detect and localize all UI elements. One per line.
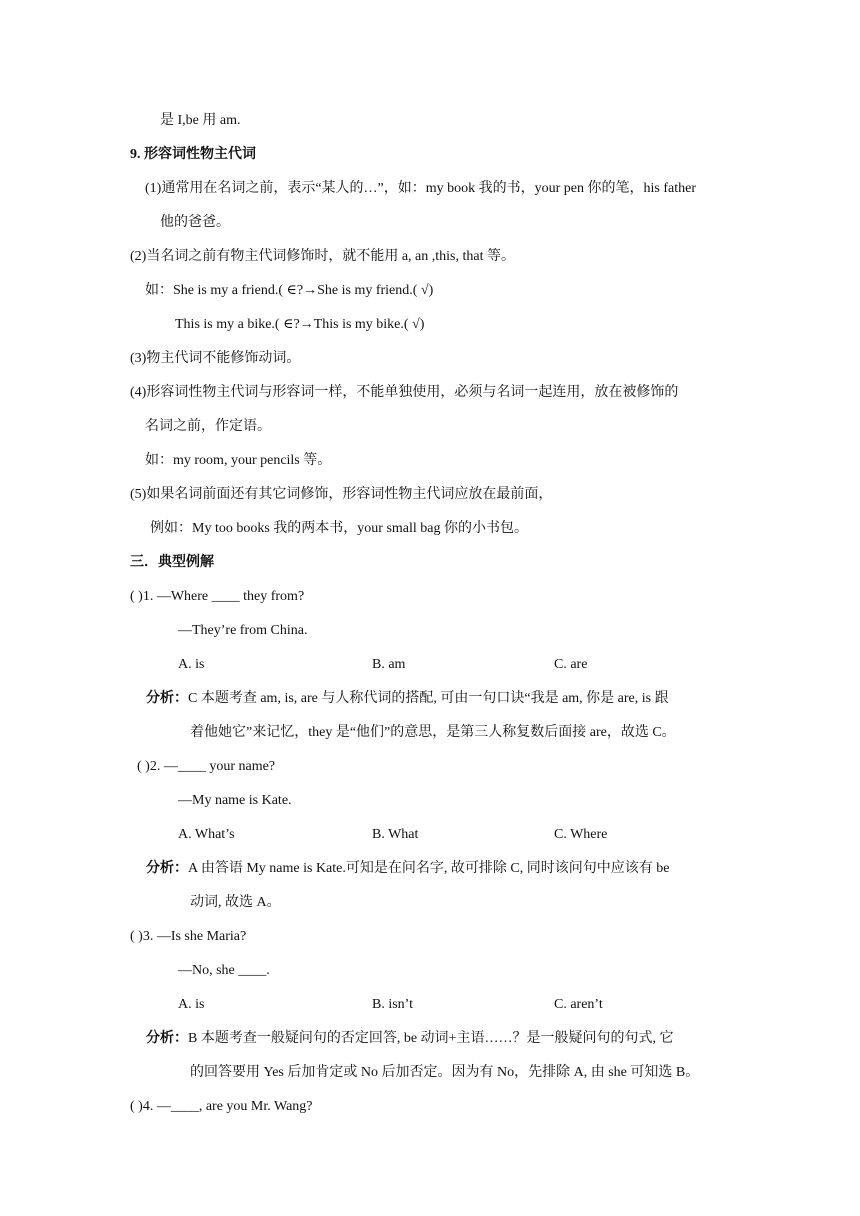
option-b: B. am — [372, 657, 406, 672]
text-line: (3)物主代词不能修饰动词。 — [130, 351, 301, 366]
analysis-line: 的回答要用 Yes 后加肯定或 No 后加否定。因为有 No，先排除 A, 由 she 可知选 B。 — [190, 1065, 700, 1080]
analysis-text: A 由答语 My name is Kate.可知是在问名字, 故可排除 C, 同时该问句中应该有 be — [188, 861, 670, 876]
analysis-label: 分析： — [146, 861, 188, 876]
option-b: B. What — [372, 827, 419, 842]
analysis-label: 分析： — [146, 691, 188, 706]
text-line: 名词之前，作定语。 — [145, 419, 271, 434]
example-line: 例如：My too books 我的两本书，your small bag 你的小书包。 — [150, 521, 528, 536]
option-a: A. What’s — [178, 827, 235, 842]
question-line: ( )4. —____, are you Mr. Wang? — [130, 1099, 313, 1114]
text-line: (4)形容词性物主代词与形容词一样，不能单独使用，必须与名词一起连用，放在被修饰的 — [130, 385, 679, 400]
example-line: This is my a bike.( ∈?→This is my bike.( √) — [175, 317, 425, 332]
analysis-text: C 本题考查 am, is, are 与人称代词的搭配, 可由一句口诀“我是 am, 你是 are, is 跟 — [188, 691, 669, 706]
option-c: C. aren’t — [554, 997, 603, 1012]
text-line: (2)当名词之前有物主代词修饰时，就不能用 a, an ,this, that 等。 — [130, 249, 515, 264]
analysis-text: B 本题考查一般疑问句的否定回答, be 动词+主语……？是一般疑问句的句式, 它 — [188, 1031, 674, 1046]
example-line: 如：my room, your pencils 等。 — [145, 453, 332, 468]
analysis-line: 动词, 故选 A。 — [190, 895, 281, 910]
text-line: 他的爸爸。 — [160, 215, 230, 230]
question-line: ( )2. —____ your name? — [137, 759, 276, 774]
option-c: C. are — [554, 657, 588, 672]
analysis-line — [146, 690, 669, 708]
answer-line: —They’re from China. — [178, 623, 308, 638]
option-a: A. is — [178, 657, 205, 672]
analysis-line: 着他她它”来记忆，they 是“他们”的意思，是第三人称复数后面接 are，故选 C。 — [190, 725, 676, 740]
analysis-label: 分析： — [146, 1031, 188, 1046]
question-line: ( )3. —Is she Maria? — [130, 929, 247, 944]
answer-line: —No, she ____. — [178, 963, 270, 978]
analysis-line — [146, 1030, 673, 1048]
text-line: 是 I,be 用 am. — [160, 113, 241, 128]
answer-line: —My name is Kate. — [178, 793, 292, 808]
section-heading: 三．典型例解 — [130, 555, 214, 570]
text-line: (1)通常用在名词之前，表示“某人的…”，如：my book 我的书，your pen 你的笔，his father — [145, 181, 696, 196]
option-b: B. isn’t — [372, 997, 413, 1012]
question-line: ( )1. —Where ____ they from? — [130, 589, 305, 604]
option-a: A. is — [178, 997, 205, 1012]
example-line: 如：She is my a friend.( ∈?→She is my friend.( √) — [145, 283, 434, 298]
section-heading: 9. 形容词性物主代词 — [130, 147, 256, 162]
analysis-line — [146, 860, 669, 878]
text-line: (5)如果名词前面还有其它词修饰，形容词性物主代词应放在最前面， — [130, 487, 553, 502]
option-c: C. Where — [554, 827, 608, 842]
